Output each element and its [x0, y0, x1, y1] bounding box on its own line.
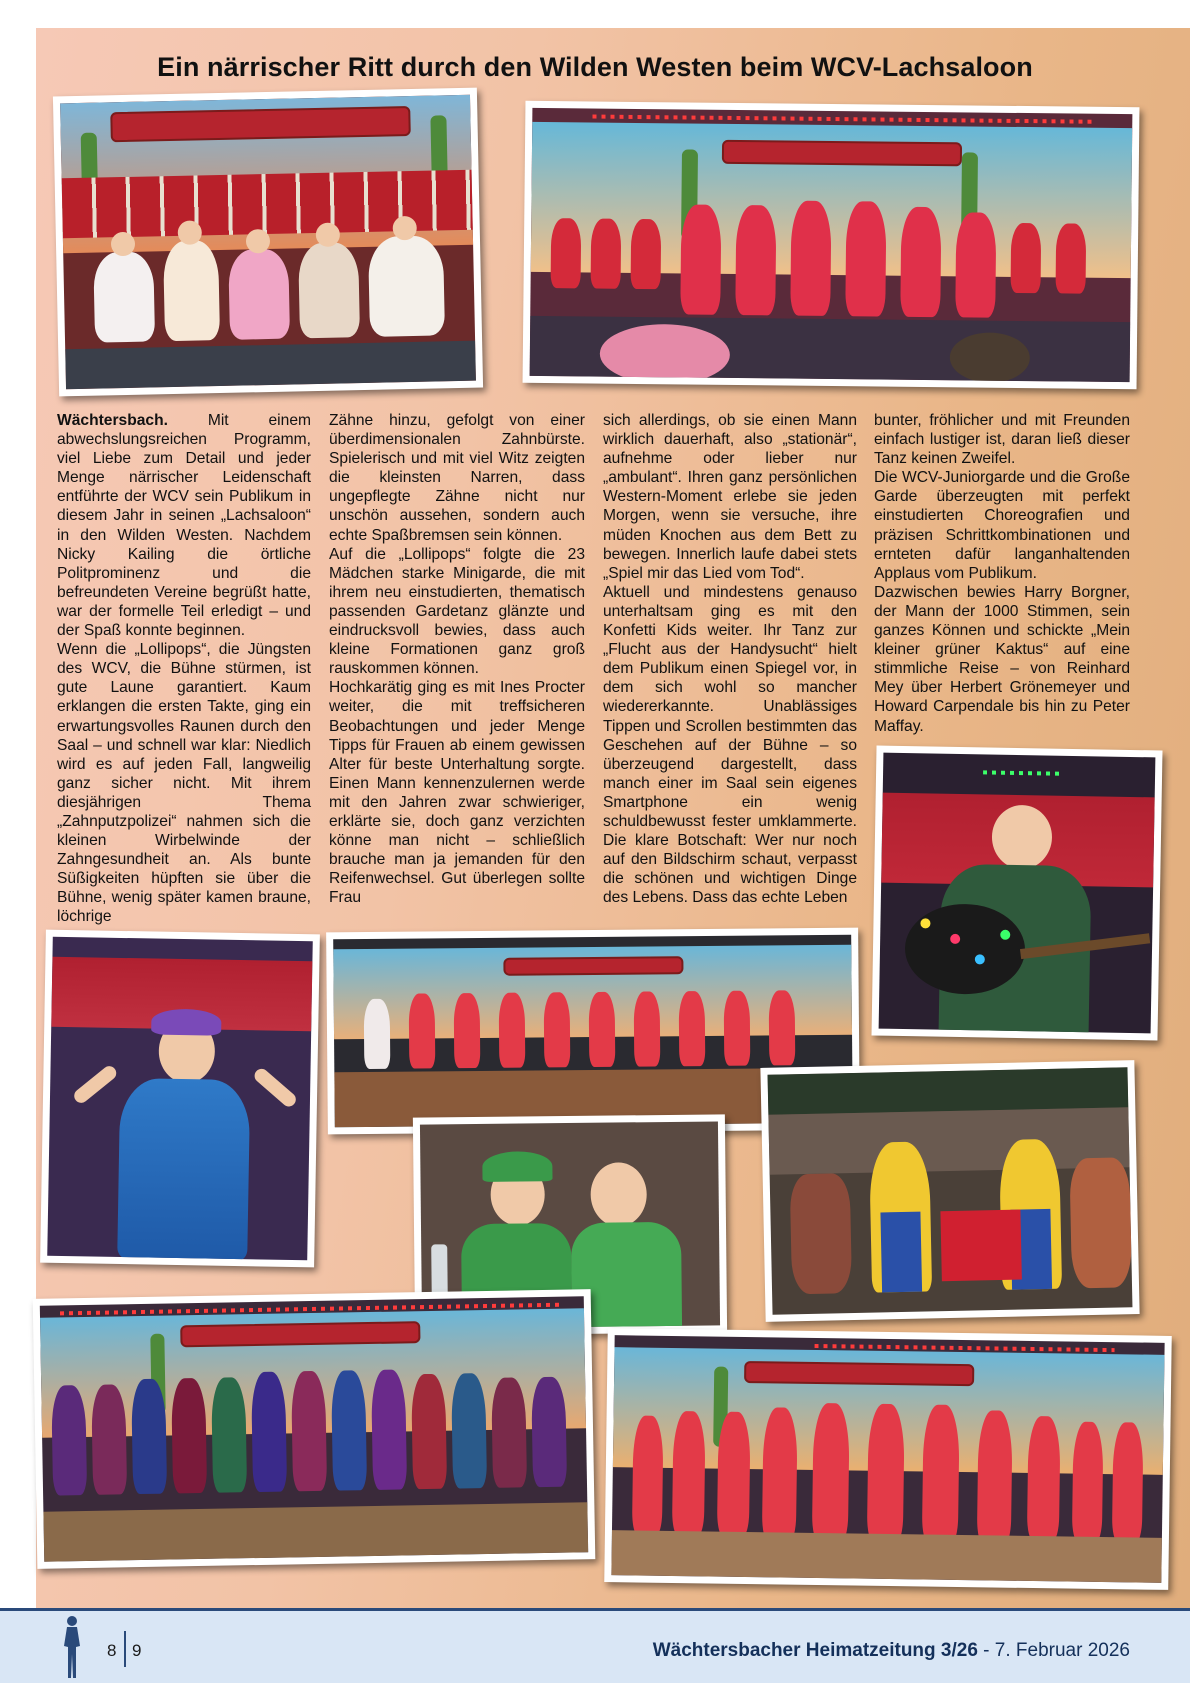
photo-grosse-garde	[604, 1328, 1171, 1590]
paragraph: Aktuell und mindestens genauso unterhaltsam ging es mit den Konfetti Kids weiter. Ihr Tanz zur „Flucht aus der Handysucht“ hielt dem Publikum einen Spiegel vor, in dem sich wohl so mancher wiedererkannte. Unablässiges Tippen und Scrollen bestimmten das Geschehen auf der Bühne – so überzeugend dargestellt, dass manch einer im Saal sein eigenes Smartphone ein wenig schuldbewusst fester umklammerte. Die klare Botschaft: Wer nur noch auf den Bildschirm schaut, verpasst die schönen und wichtigen Dinge des Lebens. Dass das echte Leben	[603, 583, 857, 907]
paragraph: Dazwischen bewies Harry Borgner, der Mann der 1000 Stimmen, sein ganzes Können und schickte „Mein kleiner grüner Kaktus“ auf eine stimmliche Reise – von Reinhard Mey über Herbert Grönemeyer und Howard Carpendale bis hin zu Peter Maffay.	[874, 583, 1130, 735]
page-number-left: 8	[107, 1641, 117, 1660]
photo-lollipops	[53, 88, 483, 397]
paragraph: Mit einem abwechslungsreichen Programm, viel Liebe zum Detail und jeder Menge närrischer Leidenschaft entführte der WCV sein Publikum in diesem Jahr in seinen „Lachsaloon“ in den Wilden Westen. Nachdem Nicky Kailing die örtliche Politprominenz und die befreundeten Vereine begrüßt hatte, war der formelle Teil erledigt – und der Spaß konnte beginnen.	[57, 412, 311, 640]
publication-date: - 7. Februar 2026	[977, 1640, 1130, 1661]
photo-ines-procter	[40, 930, 320, 1268]
paragraph: Wenn die „Lollipops“, die Jüngsten des WCV, die Bühne stürmen, ist gute Laune garantiert. Kaum erklangen die ersten Takte, ging ein erwartungsvolles Raunen durch den Saal – und schnell war klar: Niedlich wird es auf jeden Fall, langweilig ganz sicher nicht. Mit ihrem diesjährigen Thema „Zahnputzpolizei“ nahmen sich die kleinen Wirbelwinde der Zahngesundheit an. Als bunte Süßigkeiten hüpften sie über die Bühne, wenig später kamen braune, löchrige	[57, 641, 311, 926]
photo-audience-minions	[760, 1060, 1139, 1322]
paragraph: Hochkarätig ging es mit Ines Procter weiter, die mit treffsicheren Beobachtungen und jeder Menge Tipps für Frauen ab einem gewissen Alter für beste Unterhaltung sorgte. Einen Mann kennenzulernen werde mit den Jahren zwar schwieriger, erklärte sie, doch ganz verzichten könne man nicht – schließlich brauche man ja jemanden für den Reifenwechsel. Gut überlegen sollte Frau	[329, 679, 585, 907]
page-headline: Ein närrischer Ritt durch den Wilden Westen beim WCV-Lachsaloon	[157, 52, 1033, 82]
figure-silhouette-icon	[58, 1614, 86, 1680]
publication-name: Wächtersbacher Heimatzeitung 3/26	[652, 1640, 978, 1661]
photo-juniorgarde	[33, 1289, 596, 1569]
dateline: Wächtersbach.	[57, 412, 168, 429]
photo-minigarde	[523, 101, 1140, 389]
paragraph: Die WCV-Juniorgarde und die Große Garde überzeugten mit perfekt einstudierten Choreografien und präzisen Schrittkombinationen und ernteten dafür langanhaltenden Applaus vom Publikum.	[874, 469, 1130, 582]
article-column-3	[603, 411, 857, 907]
paragraph: Zähne hinzu, gefolgt von einer überdimensionalen Zahnbürste. Spielerisch und mit viel Witz zeigten die kleinsten Narren, dass ungepflegte Zähne nicht nur unschön aussehen, sondern auch echte Spaßbremsen sein können.	[329, 412, 585, 544]
photo-harry-borgner	[871, 746, 1162, 1041]
paragraph: sich allerdings, ob sie einen Mann wirklich dauerhaft, also „stationär“, aufnehme oder lieber nur „ambulant“. Ihren ganz persönlichen Western-Moment erlebe sie jeden Morgen, wenn sie versuche, ihre müden Knochen aus dem Bett zu bewegen. Innerlich laufe dabei stets „Spiel mir das Lied vom Tod“.	[603, 412, 857, 582]
paragraph: Auf die „Lollipops“ folgte die 23 Mädchen starke Minigarde, die mit ihrem neu einstudierten, thematisch passenden Gardetanz glänzte und eindrucksvoll bewies, dass auch kleine Formationen ganz groß rauskommen können.	[329, 545, 585, 678]
publication-line	[653, 1640, 1130, 1662]
page-number-divider	[124, 1631, 126, 1667]
article-column-2	[329, 411, 585, 907]
article-column-1	[57, 411, 311, 927]
paragraph: bunter, fröhlicher und mit Freunden einfach lustiger ist, daran ließ dieser Tanz keinen Zweifel.	[874, 412, 1130, 468]
page-number-right: 9	[132, 1641, 142, 1660]
article-column-4	[874, 411, 1130, 736]
